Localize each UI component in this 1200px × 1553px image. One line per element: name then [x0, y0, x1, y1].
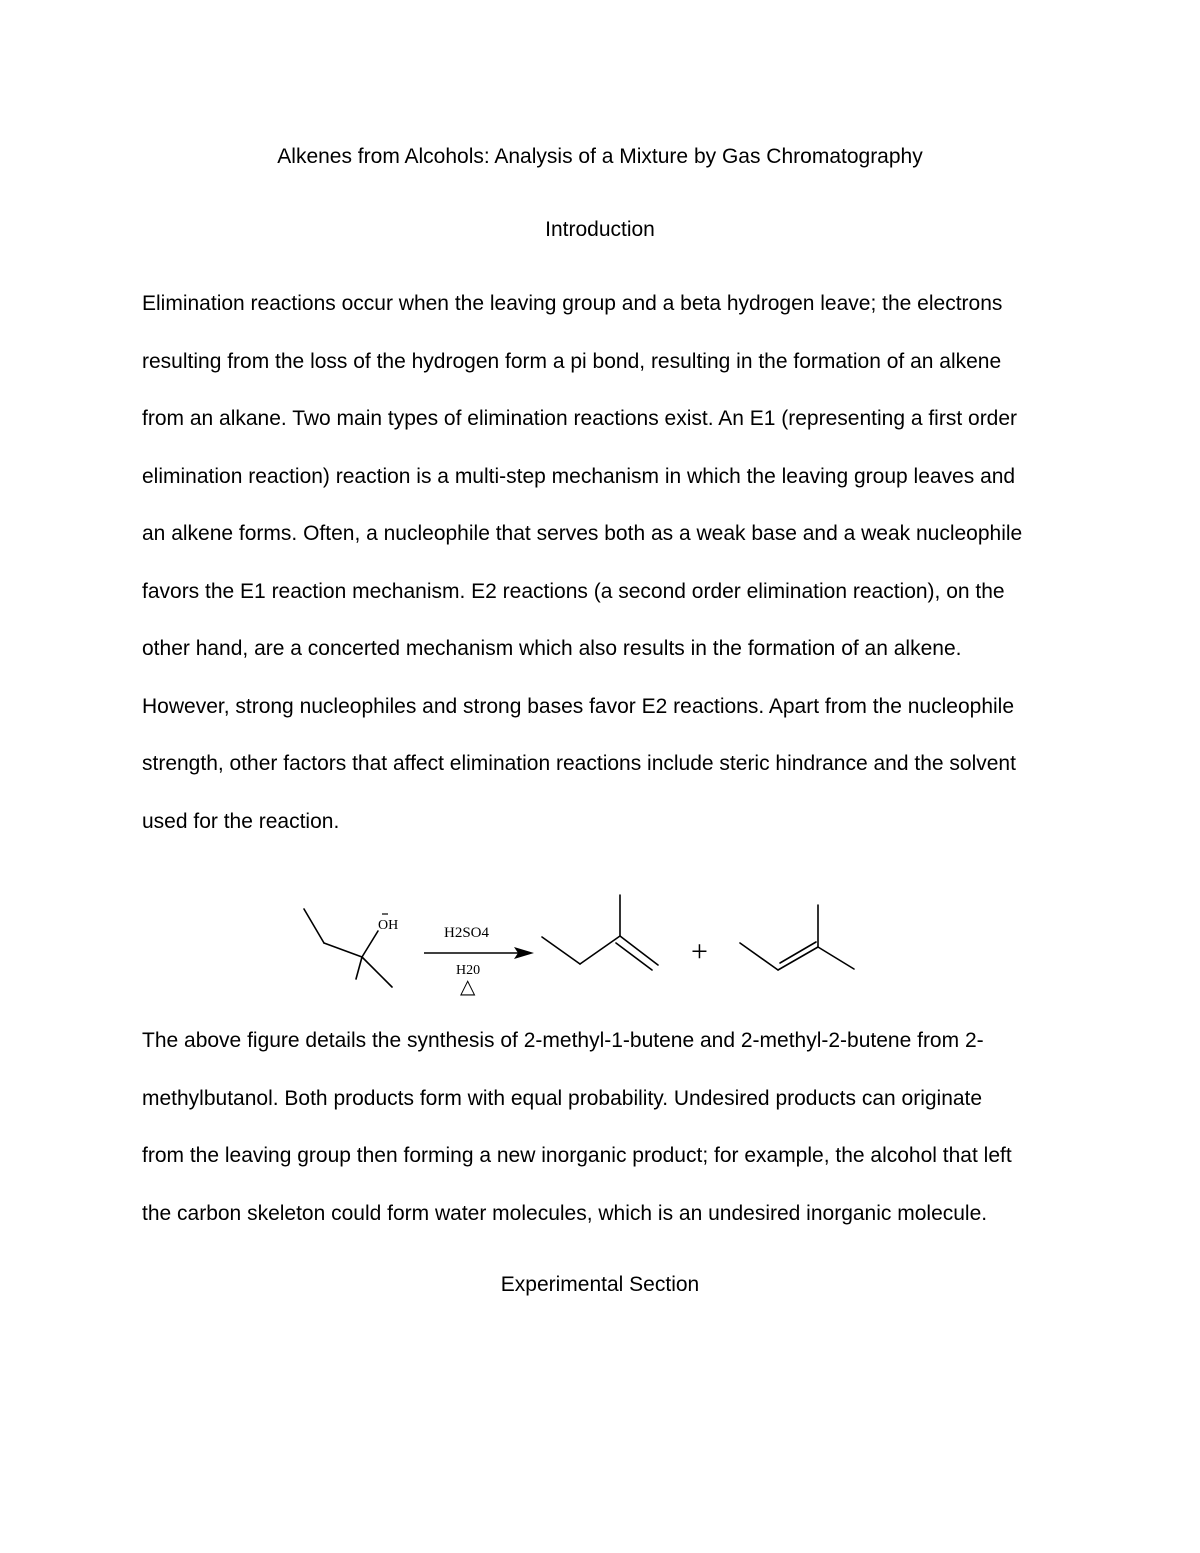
paragraph-line: from the leaving group then forming a new inorganic product; for example, the alcohol that left: [142, 1144, 1012, 1167]
figure-description-paragraph: [142, 1027, 1072, 1257]
paragraph-line: resulting from the loss of the hydrogen form a pi bond, resulting in the formation of an alkene: [142, 349, 1002, 373]
paragraph-line: used for the reaction.: [142, 809, 340, 833]
paragraph-line: However, strong nucleophiles and strong bases favor E2 reactions. Apart from the nucleophile: [142, 694, 1015, 718]
product-bond: [542, 937, 580, 964]
paragraph-line: elimination reaction) reaction is a multi-step mechanism in which the leaving group leaves and: [142, 464, 1016, 488]
reactant-bond: [356, 957, 362, 979]
reaction-scheme-figure: [290, 885, 870, 1000]
reagent-bottom-label: H20: [456, 963, 481, 978]
hydroxyl-label: OH: [378, 918, 399, 933]
reactant-bond: [304, 909, 324, 943]
document-title: Alkenes from Alcohols: Analysis of a Mixture by Gas Chromatography: [277, 145, 923, 168]
product-bond: [778, 947, 818, 970]
product-double-bond: [780, 942, 816, 963]
product-2-methyl-2-butene: [740, 905, 854, 970]
product-2-methyl-1-butene: [542, 895, 658, 970]
product-bond: [818, 947, 854, 969]
reactant-bond: [362, 957, 392, 987]
paragraph-line: Elimination reactions occur when the leaving group and a beta hydrogen leave; the electrons: [142, 292, 1003, 315]
heat-symbol: △: [460, 976, 476, 998]
introduction-heading: Introduction: [545, 218, 655, 241]
paragraph-line: an alkene forms. Often, a nucleophile that serves both as a weak base and a weak nucleophile: [142, 522, 1023, 545]
paragraph-line: the carbon skeleton could form water molecules, which is an undesired inorganic molecule.: [142, 1201, 988, 1225]
product-bond: [740, 943, 778, 970]
reactant-bond: [324, 943, 362, 957]
paragraph-line: strength, other factors that affect elimination reactions include steric hindrance and the solvent: [142, 752, 1016, 775]
reaction-scheme-svg: [290, 885, 870, 1000]
paragraph-line: favors the E1 reaction mechanism. E2 reactions (a second order elimination reaction), on the: [142, 579, 1005, 603]
experimental-section-heading: Experimental Section: [500, 1273, 700, 1296]
reactant-bond: [362, 931, 378, 957]
paragraph-line: The above figure details the synthesis of 2-methyl-1-butene and 2-methyl-2-butene from 2-: [142, 1029, 984, 1052]
paragraph-line: from an alkane. Two main types of elimination reactions exist. An E1 (representing a first order: [142, 407, 1018, 430]
introduction-paragraph: [142, 290, 1072, 865]
product-bond: [580, 936, 620, 964]
paragraph-line: methylbutanol. Both products form with equal probability. Undesired products can originate: [142, 1086, 983, 1110]
plus-sign: +: [691, 935, 708, 968]
reagent-top-label: H2SO4: [444, 925, 490, 941]
paragraph-line: other hand, are a concerted mechanism which also results in the formation of an alkene.: [142, 637, 962, 660]
